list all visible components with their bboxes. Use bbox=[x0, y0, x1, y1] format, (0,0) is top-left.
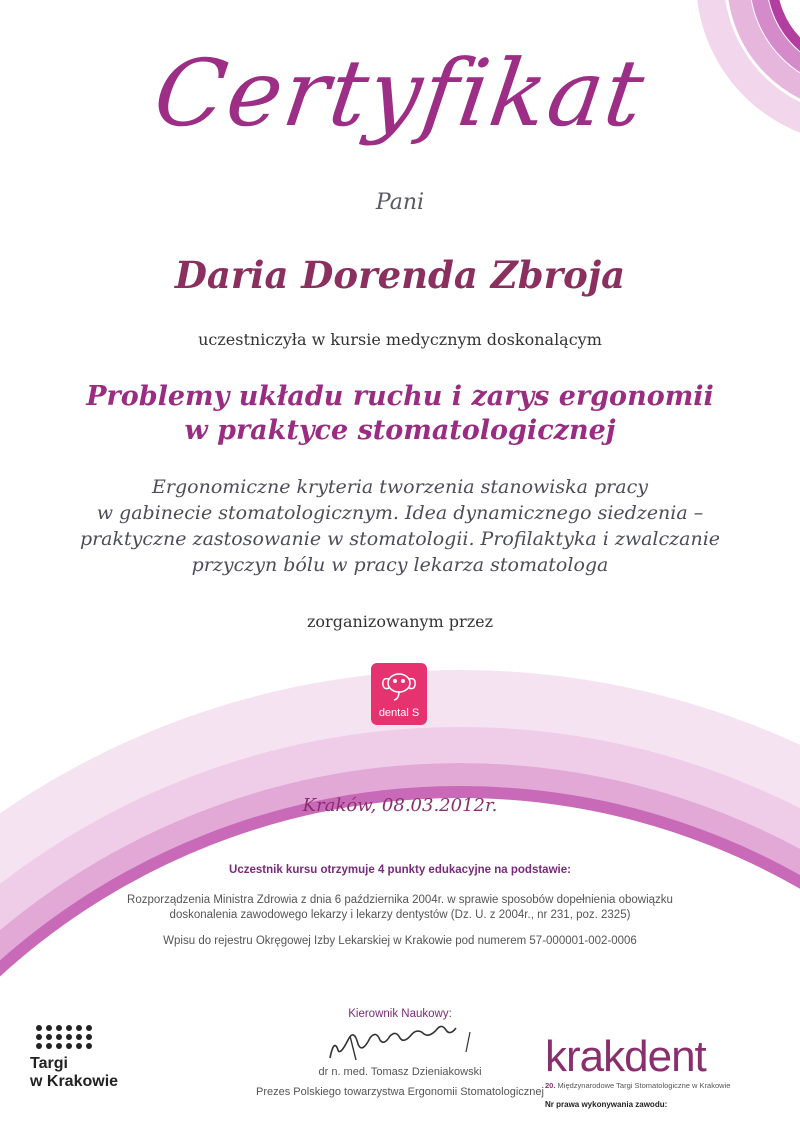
certificate-title: Certyfikat bbox=[148, 40, 652, 147]
participation-text: uczestniczyła w kursie medycznym doskonalącym bbox=[198, 330, 602, 349]
recipient-name: Daria Dorenda Zbroja bbox=[174, 253, 626, 297]
targi-logo-line-2: w Krakowie bbox=[30, 1073, 119, 1090]
signature-label: Kierownik Naukowy: bbox=[348, 1008, 452, 1020]
dental-s-logo bbox=[371, 663, 427, 725]
course-title-line-1: Problemy układu ruchu i zarys ergonomii bbox=[86, 381, 714, 412]
targi-w-krakowie-logo bbox=[30, 1025, 140, 1091]
signatory-role: Prezes Polskiego towarzystwa Ergonomii Stomatologicznej bbox=[256, 1086, 544, 1098]
description-line: Ergonomiczne kryteria tworzenia stanowiska pracy bbox=[152, 476, 648, 498]
place-date: Kraków, 08.03.2012r. bbox=[302, 795, 498, 816]
regulation-line-2: doskonalenia zawodowego lekarzy i lekarzy dentystów (Dz. U. z 2004r., nr 231, poz. 2325) bbox=[169, 909, 631, 921]
description-line: w gabinecie stomatologicznym. Idea dynamicznego siedzenia – bbox=[96, 502, 704, 524]
targi-logo-line-1: Targi bbox=[30, 1055, 68, 1072]
course-description bbox=[0, 474, 800, 578]
points-heading: Uczestnik kursu otrzymuje 4 punkty edukacyjne na podstawie: bbox=[229, 864, 571, 876]
course-title bbox=[0, 380, 800, 448]
dots-grid-icon bbox=[36, 1025, 140, 1049]
krakdent-logo bbox=[545, 1032, 775, 1109]
description-line: przyczyn bólu w pracy lekarza stomatologa bbox=[191, 554, 609, 576]
krakdent-subtitle-text: Międzynarodowe Targi Stomatologiczne w Krakowie bbox=[557, 1081, 731, 1090]
description-line: praktyczne zastosowanie w stomatologii. Profilaktyka i zwalczanie bbox=[79, 528, 721, 550]
krakdent-edition: 20. bbox=[545, 1081, 556, 1090]
krakdent-wordmark: krakdent bbox=[545, 1032, 706, 1081]
license-number-label: Nr prawa wykonywania zawodu: bbox=[545, 1100, 668, 1109]
krakdent-subtitle bbox=[545, 1081, 775, 1090]
course-title-line-2: w praktyce stomatologicznej bbox=[184, 415, 616, 446]
handwritten-signature bbox=[310, 1020, 490, 1070]
regulation-text bbox=[0, 893, 800, 923]
signatory-name: dr n. med. Tomasz Dzieniakowski bbox=[318, 1066, 482, 1078]
elephant-icon bbox=[377, 665, 421, 705]
registry-number: Wpisu do rejestru Okręgowej Izby Lekarskiej w Krakowie pod numerem 57-000001-002-0006 bbox=[163, 935, 637, 947]
regulation-line-1: Rozporządzenia Ministra Zdrowia z dnia 6 października 2004r. w sprawie sposobów dopełnienia obowiązku bbox=[127, 894, 673, 906]
dental-s-logo-text: dental S bbox=[378, 707, 420, 719]
salutation: Pani bbox=[375, 190, 425, 215]
organized-by: zorganizowanym przez bbox=[306, 612, 494, 631]
